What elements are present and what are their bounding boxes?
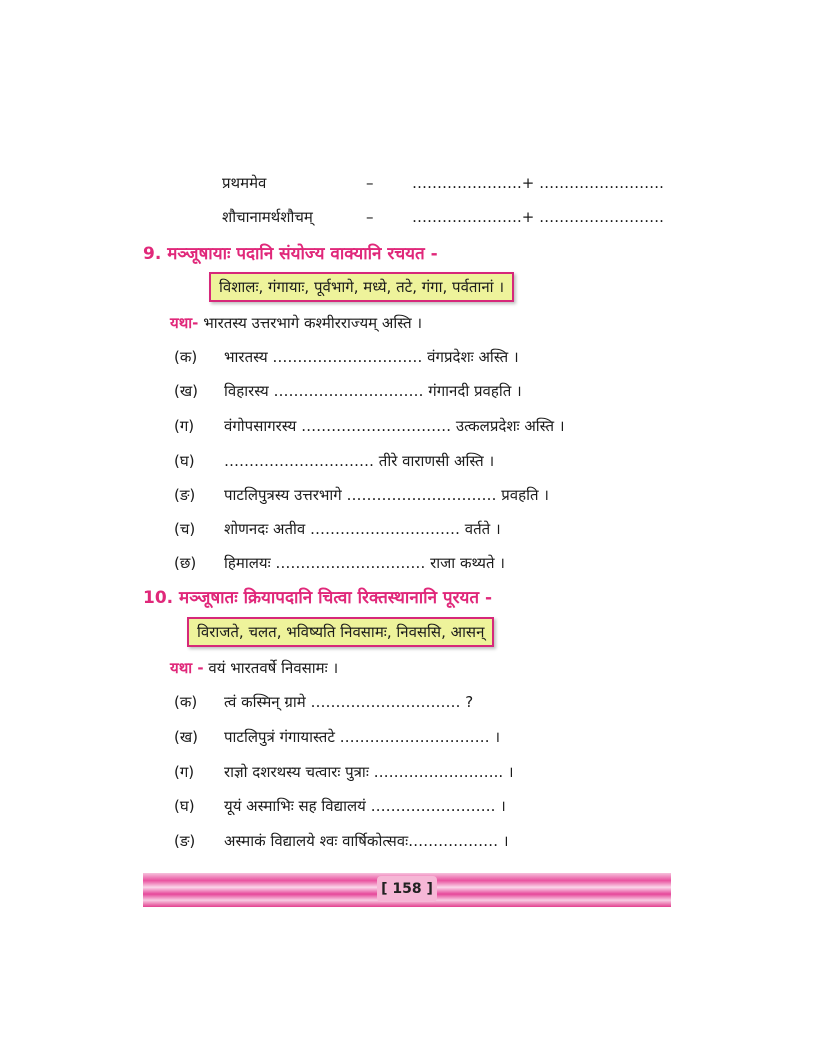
q10-example (170, 658, 338, 678)
q9-item-text: पाटलिपुत्रस्य उत्तरभागे ………………………… प्रवहति । (224, 486, 549, 504)
q10-item-ga (174, 762, 514, 782)
q10-item-label: (ग) (174, 763, 195, 781)
top-row-2-dash: – (366, 208, 374, 226)
q9-item-nga (174, 485, 549, 505)
q9-item-label: (छ) (174, 554, 197, 572)
q9-item-label: (ङ) (174, 486, 196, 504)
q9-item-text: वंगोपसागरस्य ………………………… उत्कलप्रदेशः अस्ति । (224, 417, 565, 435)
q9-item-ga (174, 416, 565, 436)
q9-word-box: विशालः, गंगायाः, पूर्वभागे, मध्ये, तटे, गंगा, पर्वतानां । (209, 272, 514, 302)
q9-item-ka (174, 347, 519, 367)
q10-item-text: त्वं कस्मिन् ग्रामे ………………………… ? (224, 693, 474, 711)
top-row-1-blank: ………………….+ ……………………. (412, 174, 664, 192)
q10-word-box: विराजते, चलत, भविष्यति निवसामः, निवससि, आसन् (187, 617, 494, 647)
top-row-2-word: शौचानामर्थशौचम् (222, 208, 313, 226)
top-row-2-blank: ………………….+ ……………………. (412, 208, 664, 226)
q10-item-label: (घ) (174, 797, 195, 815)
q9-item-label: (च) (174, 520, 196, 538)
q9-item-chha (174, 553, 505, 573)
q10-item-text: यूयं अस्माभिः सह विद्यालयं ……………………. । (224, 797, 506, 815)
q9-item-label: (घ) (174, 452, 195, 470)
top-row-1-dash: – (366, 174, 374, 192)
q9-example (170, 313, 422, 333)
q9-item-text: भारतस्य ………………………… वंगप्रदेशः अस्ति । (224, 348, 519, 366)
q10-heading: 10. मञ्जूषातः क्रियापदानि चित्वा रिक्तस्थानानि पूरयत - (143, 588, 493, 608)
q9-item-text: शोणनदः अतीव ………………………… वर्तते । (224, 520, 501, 538)
q10-example-label: यथा - (170, 659, 204, 677)
page-number: [ 158 ] (377, 876, 437, 902)
q9-item-cha (174, 519, 501, 539)
q9-item-label: (क) (174, 348, 198, 366)
q9-heading: 9. मञ्जूषायाः पदानि संयोज्य वाक्यानि रचयत - (143, 244, 438, 264)
q9-item-text: ………………………… तीरे वाराणसी अस्ति । (224, 452, 495, 470)
q9-item-text: हिमालयः ………………………… राजा कथ्यते । (224, 554, 505, 572)
q10-item-text: अस्माकं विद्यालये श्वः वार्षिकोत्सवः……………… । (224, 832, 509, 850)
q9-example-text: भारतस्य उत्तरभागे कश्मीरराज्यम् अस्ति । (203, 314, 423, 332)
q10-item-ka (174, 692, 473, 712)
q9-item-gha (174, 451, 494, 471)
q10-item-label: (ङ) (174, 832, 196, 850)
top-row-1-word: प्रथममेव (222, 174, 267, 192)
q9-item-text: विहारस्य ………………………… गंगानदी प्रवहति । (224, 382, 522, 400)
q9-example-label: यथा- (170, 314, 199, 332)
q9-item-label: (ख) (174, 382, 198, 400)
q10-item-text: पाटलिपुत्रं गंगायास्तटे ………………………… । (224, 728, 501, 746)
q9-item-kha (174, 381, 522, 401)
q10-item-kha (174, 727, 500, 747)
q10-example-text: वयं भारतवर्षे निवसामः । (208, 659, 339, 677)
q10-item-label: (ख) (174, 728, 198, 746)
q10-item-label: (क) (174, 693, 198, 711)
q10-item-gha (174, 796, 506, 816)
q10-item-text: राज्ञो दशरथस्य चत्वारः पुत्राः …………………….. । (224, 763, 514, 781)
q10-item-nga (174, 831, 509, 851)
q9-item-label: (ग) (174, 417, 195, 435)
